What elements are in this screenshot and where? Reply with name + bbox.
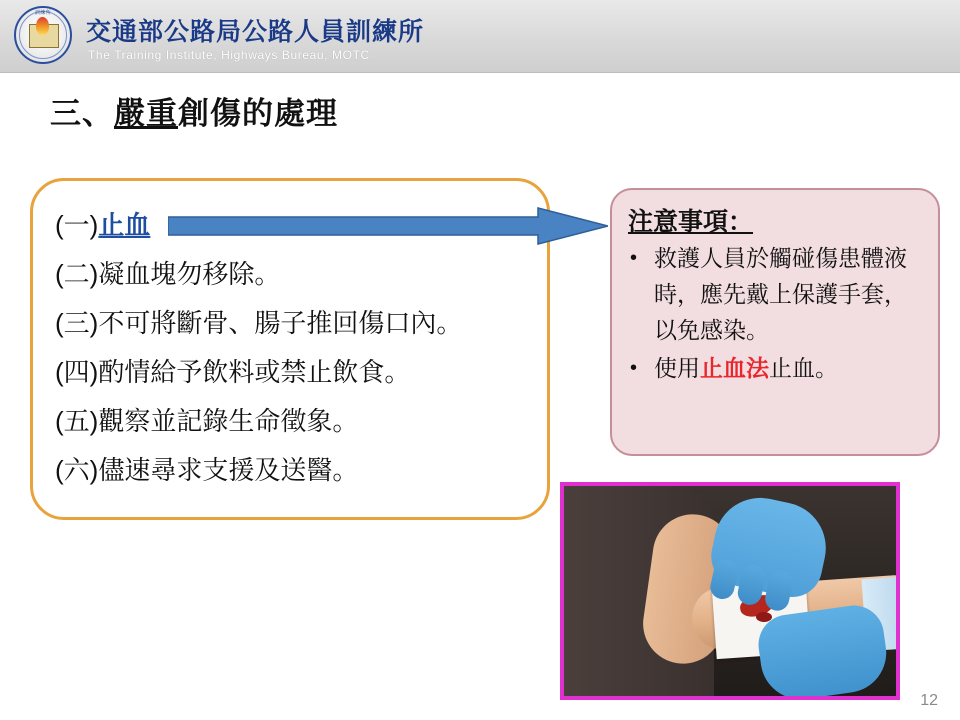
list-item: (二)凝血塊勿移除。 (55, 259, 281, 289)
step-1-highlight: 止血 (98, 210, 151, 240)
list-item: (五)觀察並記錄生命徵象。 (55, 406, 359, 436)
org-title-en: The Training Institute, Highways Bureau, MOTC (88, 48, 370, 62)
right-arrow-icon (168, 206, 608, 246)
note-list-item (628, 350, 924, 386)
header-band (0, 0, 960, 73)
list-item: (三)不可將斷骨、腸子推回傷口內。 (55, 308, 463, 338)
note-title (628, 202, 924, 238)
page-title-underlined: 嚴重 (114, 96, 178, 131)
page-title (50, 88, 338, 133)
page-title-prefix: 三、 (50, 96, 114, 131)
list-item: (四)酌情給予飲料或禁止飲食。 (55, 357, 411, 387)
note-list-item (628, 240, 924, 348)
list-item: (六)儘速尋求支援及送醫。 (55, 455, 359, 485)
first-aid-wound-dressing-photo (560, 482, 900, 700)
bullet-icon: • (630, 247, 638, 269)
bullet-icon: • (630, 357, 638, 379)
note-title-text: 注意事項： (628, 208, 754, 236)
institute-emblem-icon (14, 6, 72, 64)
note-callout-box (610, 188, 940, 456)
note-item-1-text: 救護人員於觸碰傷患體液時，應先戴上保護手套，以免感染。 (654, 245, 907, 343)
org-title-zh: 交通部公路局公路人員訓練所 (86, 18, 425, 46)
page-number: 12 (920, 692, 938, 709)
note-item-2-highlight: 止血法 (700, 355, 769, 381)
note-item-2-suffix: 止血。 (769, 355, 838, 381)
page-title-suffix: 創傷的處理 (178, 96, 338, 131)
emblem-caption: 訓練所 (34, 10, 52, 16)
emblem-flame-shape (36, 17, 49, 35)
note-item-2-prefix: 使用 (654, 355, 700, 381)
step-1-label: (一) (55, 210, 99, 240)
